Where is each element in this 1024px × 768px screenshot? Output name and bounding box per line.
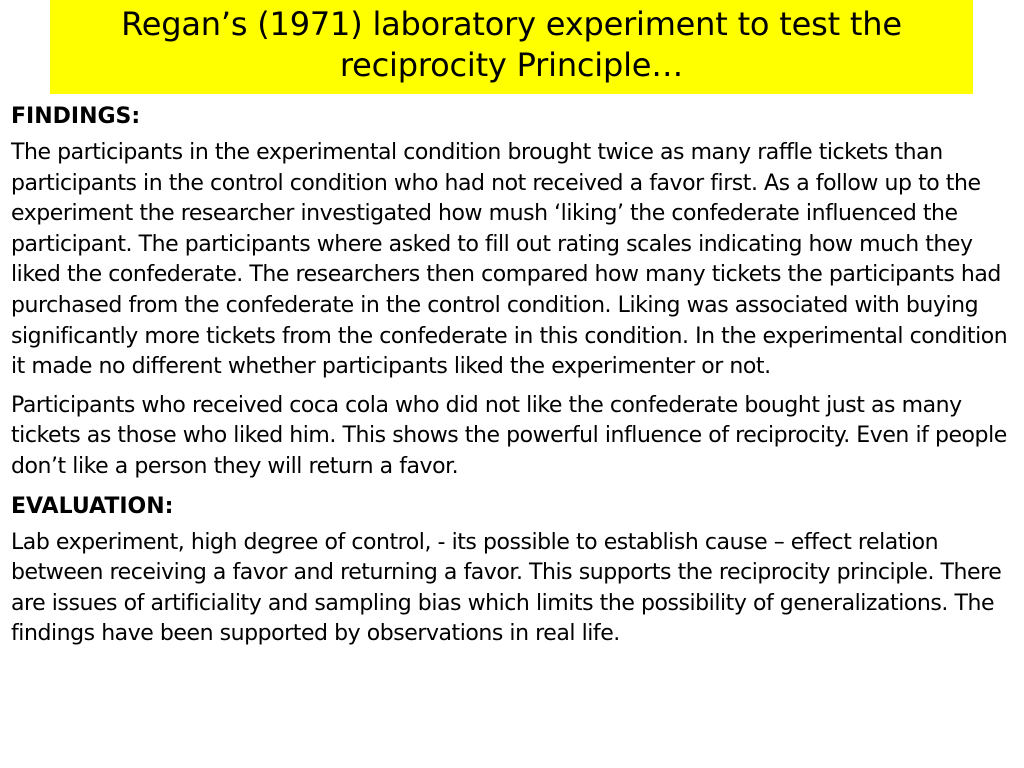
evaluation-heading: EVALUATION: [11,493,174,519]
slide-body [11,101,1011,658]
findings-paragraph-2: Participants who received coca cola who did not like the confederate bought just as many tickets as those who liked him. This shows the powerful influence of reciprocity. Even if people don’t like a person they will return a favor. [11,392,1007,479]
slide-title: Regan’s (1971) laboratory experiment to test the reciprocity Principle… [121,5,902,84]
title-banner [50,0,973,94]
findings-paragraph-1: The participants in the experimental condition brought twice as many raffle tickets than participants in the control condition who had not received a favor first. As a follow up to the experiment the researcher investigated how mush ‘liking’ the confederate influenced the participant. The participants where asked to fill out rating scales indicating how much they liked the confederate. The researchers then compared how many tickets the participants had purchased from the confederate in the control condition. Liking was associated with buying significantly more tickets from the confederate in this condition. In the experimental condition it made no different whether participants liked the experimenter or not. [11,140,1008,380]
evaluation-paragraph: Lab experiment, high degree of control, - its possible to establish cause – effect relation between receiving a favor and returning a favor. This supports the reciprocity principle. There are issues of artificiality and sampling bias which limits the possibility of generalizations. The findings have been supported by observations in real life. [11,529,1002,647]
findings-heading: FINDINGS: [11,104,141,129]
